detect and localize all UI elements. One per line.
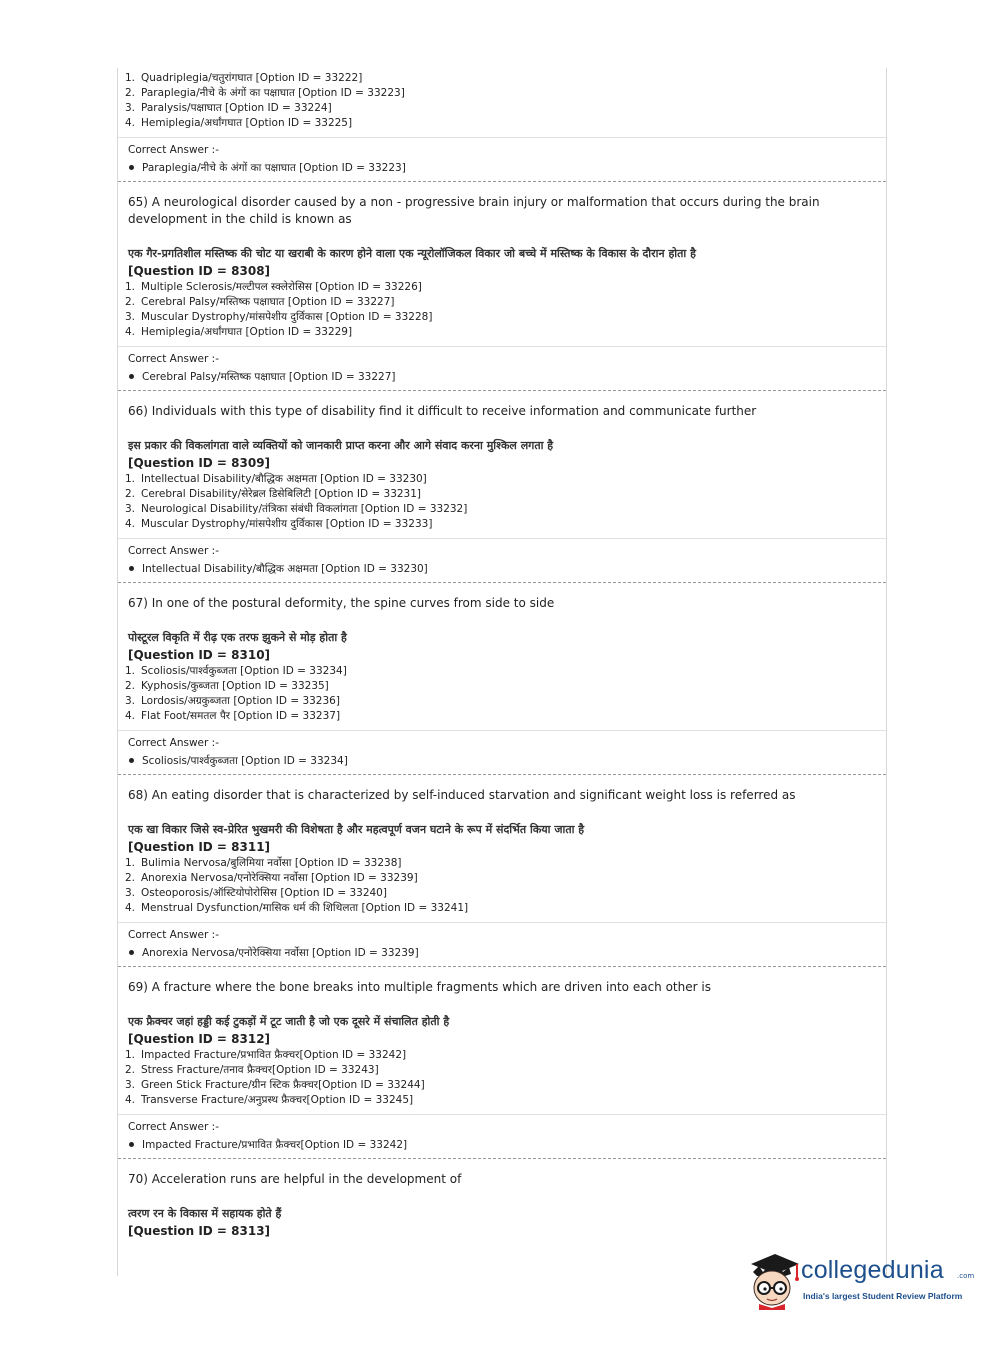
question-text-en: 67) In one of the postural deformity, the spine curves from side to side	[128, 596, 555, 610]
correct-answer-block	[118, 539, 886, 583]
question-text-en: 69) A fracture where the bone breaks into multiple fragments which are driven into each other is	[128, 980, 711, 994]
question-text-hi: पोस्टूरल विकृति में रीढ़ एक तरफ झुकने से मोड़ होता है	[128, 631, 347, 644]
option-item: 4. Hemiplegia/अर्धांगघात [Option ID = 33225]	[125, 117, 353, 129]
bullet-icon	[129, 374, 134, 379]
option-item: 1. Multiple Sclerosis/मल्टीपल स्क्लेरोसिस [Option ID = 33226]	[125, 281, 422, 293]
option-item: 1. Intellectual Disability/बौद्धिक अक्षमता [Option ID = 33230]	[125, 473, 427, 485]
correct-answer-block	[118, 1115, 886, 1159]
question-block	[118, 775, 886, 923]
logo-suffix: .com	[957, 1272, 975, 1280]
question-text-hi: त्वरण रन के विकास में सहायक होते हैं	[128, 1207, 282, 1220]
mascot-icon	[745, 1250, 801, 1310]
option-item: 3. Green Stick Fracture/ग्रीन स्टिक फ्रैक्चर[Option ID = 33244]	[125, 1079, 425, 1091]
correct-answer-block	[118, 731, 886, 775]
question-id: [Question ID = 8312]	[128, 1032, 271, 1046]
question-block	[118, 967, 886, 1115]
bullet-icon	[129, 950, 134, 955]
option-item: 4. Muscular Dystrophy/मांसपेशीय दुर्विकास [Option ID = 33233]	[125, 518, 433, 530]
option-item: 2. Stress Fracture/तनाव फ्रैक्चर[Option ID = 33243]	[125, 1064, 379, 1076]
logo-name: collegedunia	[801, 1256, 944, 1284]
option-item: 2. Paraplegia/नीचे के अंगों का पक्षाघात [Option ID = 33223]	[125, 87, 405, 99]
correct-answer-label: Correct Answer :-	[128, 737, 219, 749]
option-item: 3. Osteoporosis/ऑस्टियोपोरोसिस [Option ID = 33240]	[125, 887, 387, 899]
options-list	[118, 68, 886, 138]
correct-answer-block	[118, 138, 886, 182]
option-item: 2. Cerebral Palsy/मस्तिष्क पक्षाघात [Option ID = 33227]	[125, 296, 395, 308]
question-block	[118, 1159, 886, 1243]
option-item: 4. Menstrual Dysfunction/मासिक धर्म की शिथिलता [Option ID = 33241]	[125, 902, 469, 914]
question-text-en: 66) Individuals with this type of disability find it difficult to receive information and communicate further	[128, 404, 757, 418]
option-item: 2. Kyphosis/कुब्जता [Option ID = 33235]	[125, 680, 329, 692]
correct-answer-block	[118, 923, 886, 967]
logo-tagline: India's largest Student Review Platform	[803, 1291, 963, 1301]
correct-answer-label: Correct Answer :-	[128, 144, 219, 156]
question-id: [Question ID = 8313]	[128, 1224, 271, 1238]
question-text-hi: इस प्रकार की विकलांगता वाले व्यक्तियों को जानकारी प्राप्त करना और आगे संवाद करना मुश्किल लगता है	[128, 439, 554, 452]
option-item: 3. Paralysis/पक्षाघात [Option ID = 33224]	[125, 102, 332, 114]
option-item: 4. Flat Foot/समतल पैर [Option ID = 33237]	[125, 710, 341, 722]
correct-answer: Cerebral Palsy/मस्तिष्क पक्षाघात [Option ID = 33227]	[128, 370, 886, 385]
option-item: 1. Scoliosis/पार्श्वकुब्जता [Option ID = 33234]	[125, 665, 347, 677]
question-id: [Question ID = 8308]	[128, 264, 271, 278]
options-list	[118, 279, 886, 346]
option-item: 4. Transverse Fracture/अनुप्रस्थ फ्रैक्चर[Option ID = 33245]	[125, 1094, 414, 1106]
option-item: 1. Bulimia Nervosa/बुलिमिया नर्वोसा [Option ID = 33238]	[125, 857, 402, 869]
correct-answer-label: Correct Answer :-	[128, 929, 219, 941]
option-item: 3. Muscular Dystrophy/मांसपेशीय दुर्विकास [Option ID = 33228]	[125, 311, 433, 323]
question-text-hi: एक फ्रैक्चर जहां हड्डी कई टुकड़ों में टूट जाती है जो एक दूसरे में संचालित होती है	[128, 1015, 450, 1028]
correct-answer: Impacted Fracture/प्रभावित फ्रैक्चर[Option ID = 33242]	[128, 1138, 886, 1153]
options-list	[118, 471, 886, 538]
options-list	[118, 1047, 886, 1114]
options-list	[118, 663, 886, 730]
question-text-hi: एक खा विकार जिसे स्व-प्रेरित भुखमरी की विशेषता है और महत्वपूर्ण वजन घटाने के रूप में संदर्भित किया जाता है	[128, 823, 585, 836]
correct-answer-label: Correct Answer :-	[128, 353, 219, 365]
option-item: 3. Lordosis/अग्रकुब्जता [Option ID = 33236]	[125, 695, 340, 707]
option-item: 2. Anorexia Nervosa/एनोरेक्सिया नर्वोसा [Option ID = 33239]	[125, 872, 418, 884]
option-item: 4. Hemiplegia/अर्धांगघात [Option ID = 33229]	[125, 326, 353, 338]
option-item: 1. Quadriplegia/चतुरांगघात [Option ID = 33222]	[125, 72, 363, 84]
question-text-en: 68) An eating disorder that is characterized by self-induced starvation and significant weight loss is referred as	[128, 788, 796, 802]
correct-answer-label: Correct Answer :-	[128, 1121, 219, 1133]
options-list	[118, 855, 886, 922]
question-id: [Question ID = 8310]	[128, 648, 271, 662]
option-item: 2. Cerebral Disability/सेरेब्रल डिसेबिलिटी [Option ID = 33231]	[125, 488, 422, 500]
question-block	[118, 583, 886, 731]
correct-answer: Intellectual Disability/बौद्धिक अक्षमता [Option ID = 33230]	[128, 562, 886, 577]
bullet-icon	[129, 566, 134, 571]
collegedunia-logo	[745, 1250, 975, 1314]
correct-answer-label: Correct Answer :-	[128, 545, 219, 557]
correct-answer: Scoliosis/पार्श्वकुब्जता [Option ID = 33234]	[128, 754, 886, 769]
exam-page	[117, 68, 887, 1276]
correct-answer-block	[118, 347, 886, 391]
correct-answer: Paraplegia/नीचे के अंगों का पक्षाघात [Option ID = 33223]	[128, 161, 886, 176]
option-item: 3. Neurological Disability/तंत्रिका संबंधी विकलांगता [Option ID = 33232]	[125, 503, 468, 515]
correct-answer: Anorexia Nervosa/एनोरेक्सिया नर्वोसा [Option ID = 33239]	[128, 946, 886, 961]
question-id: [Question ID = 8309]	[128, 456, 271, 470]
question-block	[118, 182, 886, 347]
question-text-en: 70) Acceleration runs are helpful in the development of	[128, 1172, 462, 1186]
question-text-en: 65) A neurological disorder caused by a non - progressive brain injury or malformation that occurs during the brain development in the child is known as	[128, 195, 820, 226]
question-block	[118, 391, 886, 539]
bullet-icon	[129, 758, 134, 763]
bullet-icon	[129, 1142, 134, 1147]
question-text-hi: एक गैर-प्रगतिशील मस्तिष्क की चोट या खराबी के कारण होने वाला एक न्यूरोलॉजिकल विकार जो बच्चे में मस्तिष्क के विकास के दौरान होता है	[128, 247, 696, 260]
option-item: 1. Impacted Fracture/प्रभावित फ्रैक्चर[Option ID = 33242]	[125, 1049, 407, 1061]
question-id: [Question ID = 8311]	[128, 840, 271, 854]
bullet-icon	[129, 165, 134, 170]
